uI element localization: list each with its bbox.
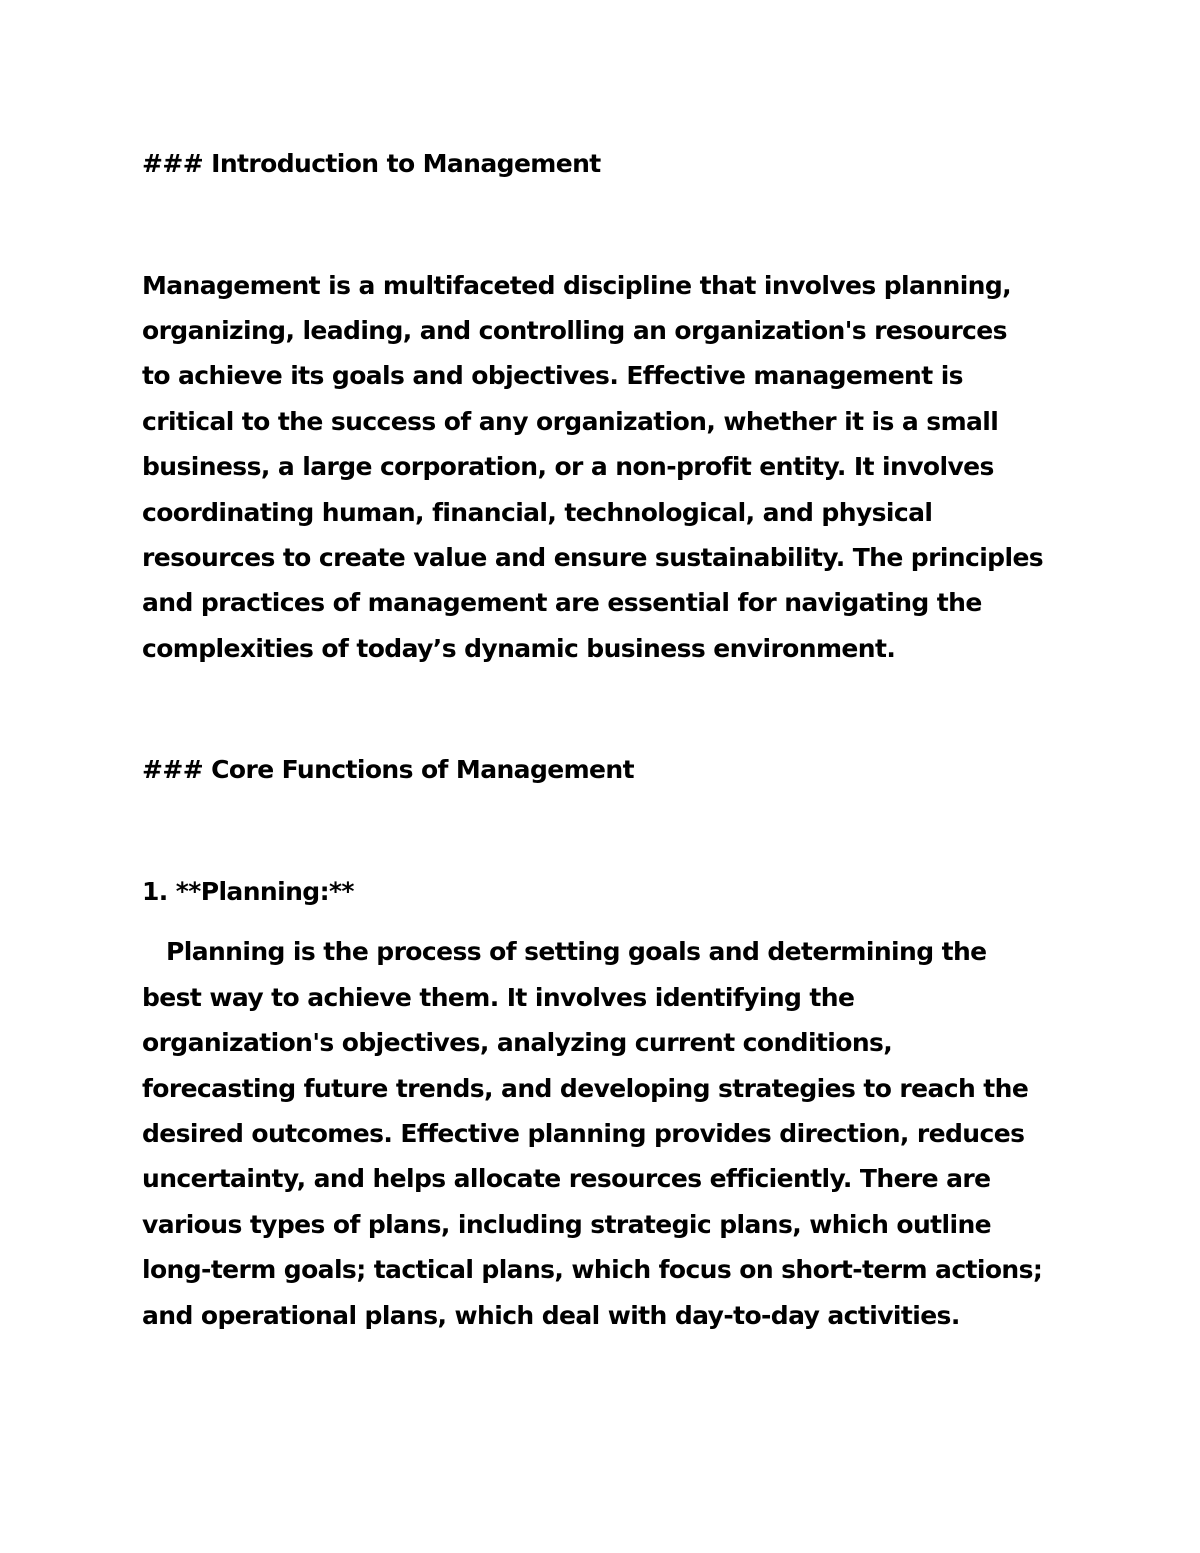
intro-line: organizing, leading, and controlling an organization's resources: [142, 316, 1007, 345]
intro-line: resources to create value and ensure sustainability. The principles: [142, 543, 1044, 572]
planning-line: various types of plans, including strategic plans, which outline: [142, 1210, 992, 1239]
intro-line: coordinating human, financial, technological, and physical: [142, 498, 933, 527]
intro-line: critical to the success of any organization, whether it is a small: [142, 407, 999, 436]
planning-line: organization's objectives, analyzing current conditions,: [142, 1028, 893, 1057]
intro-line: and practices of management are essential for navigating the: [142, 588, 982, 617]
intro-line: complexities of today’s dynamic business environment.: [142, 634, 896, 663]
planning-line: forecasting future trends, and developing strategies to reach the: [142, 1074, 1029, 1103]
intro-line: business, a large corporation, or a non-profit entity. It involves: [142, 452, 994, 481]
planning-line: and operational plans, which deal with day-to-day activities.: [142, 1301, 960, 1330]
planning-line: long-term goals; tactical plans, which focus on short-term actions;: [142, 1255, 1043, 1284]
planning-line: best way to achieve them. It involves identifying the: [142, 983, 855, 1012]
planning-line: uncertainty, and helps allocate resources efficiently. There are: [142, 1164, 991, 1193]
heading-introduction: ### Introduction to Management: [142, 149, 601, 178]
planning-line: desired outcomes. Effective planning provides direction, reduces: [142, 1119, 1025, 1148]
heading-core-functions: ### Core Functions of Management: [142, 755, 634, 784]
intro-line: Management is a multifaceted discipline that involves planning,: [142, 271, 1012, 300]
list-item-planning-title: 1. **Planning:**: [142, 877, 354, 906]
planning-line: Planning is the process of setting goals and determining the: [166, 937, 987, 966]
intro-line: to achieve its goals and objectives. Effective management is: [142, 361, 963, 390]
